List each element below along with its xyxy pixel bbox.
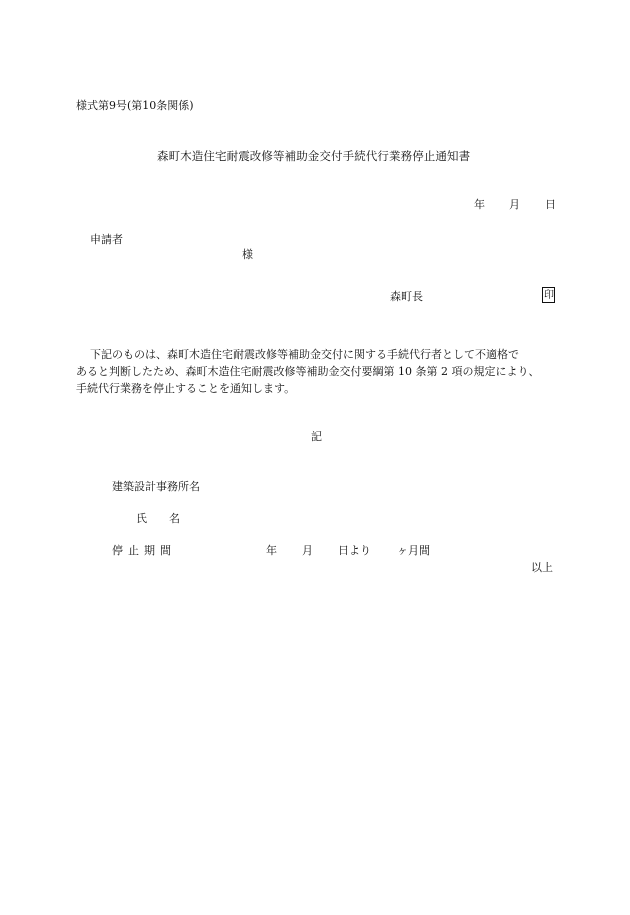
person-name-label-part2: 名 — [169, 512, 180, 525]
date-day-label: 日 — [545, 198, 556, 211]
date-month-label: 月 — [509, 198, 520, 211]
period-month-label: 月 — [302, 544, 313, 557]
period-months-label: ヶ月間 — [397, 544, 430, 557]
notation-ki: 記 — [311, 430, 322, 443]
suspension-period-label — [112, 545, 171, 556]
person-name-label-part1: 氏 — [136, 512, 147, 525]
body-line-3: 手続代行業務を停止することを通知します。 — [76, 382, 296, 395]
office-name-label: 建築設計事務所名 — [112, 480, 200, 493]
applicant-label: 申請者 — [90, 233, 123, 246]
body-line-1: 下記のものは、森町木造住宅耐震改修等補助金交付に関する手続代行者として不適格で — [90, 348, 519, 361]
recipient-honorific: 様 — [242, 248, 253, 261]
issuer-name: 森町長 — [390, 290, 423, 303]
person-name-label — [136, 513, 180, 524]
suspension-label-char-3: 期 — [144, 544, 155, 557]
notice-body — [76, 346, 558, 397]
suspension-label-char-2: 止 — [128, 544, 139, 557]
form-number: 様式第9号(第10条関係) — [76, 99, 194, 112]
document-title: 森町木造住宅耐震改修等補助金交付手続代行業務停止通知書 — [157, 149, 471, 163]
suspension-label-char-1: 停 — [112, 544, 123, 557]
seal-box: 印 — [542, 287, 555, 303]
period-from-label: 日より — [338, 544, 371, 557]
date-year-label: 年 — [474, 198, 485, 211]
closing-mark: 以上 — [531, 561, 553, 574]
suspension-label-char-4: 間 — [160, 544, 171, 557]
period-year-label: 年 — [266, 544, 277, 557]
body-line-2: あると判断したため、森町木造住宅耐震改修等補助金交付要綱第 10 条第 2 項の規定により、 — [76, 365, 540, 378]
